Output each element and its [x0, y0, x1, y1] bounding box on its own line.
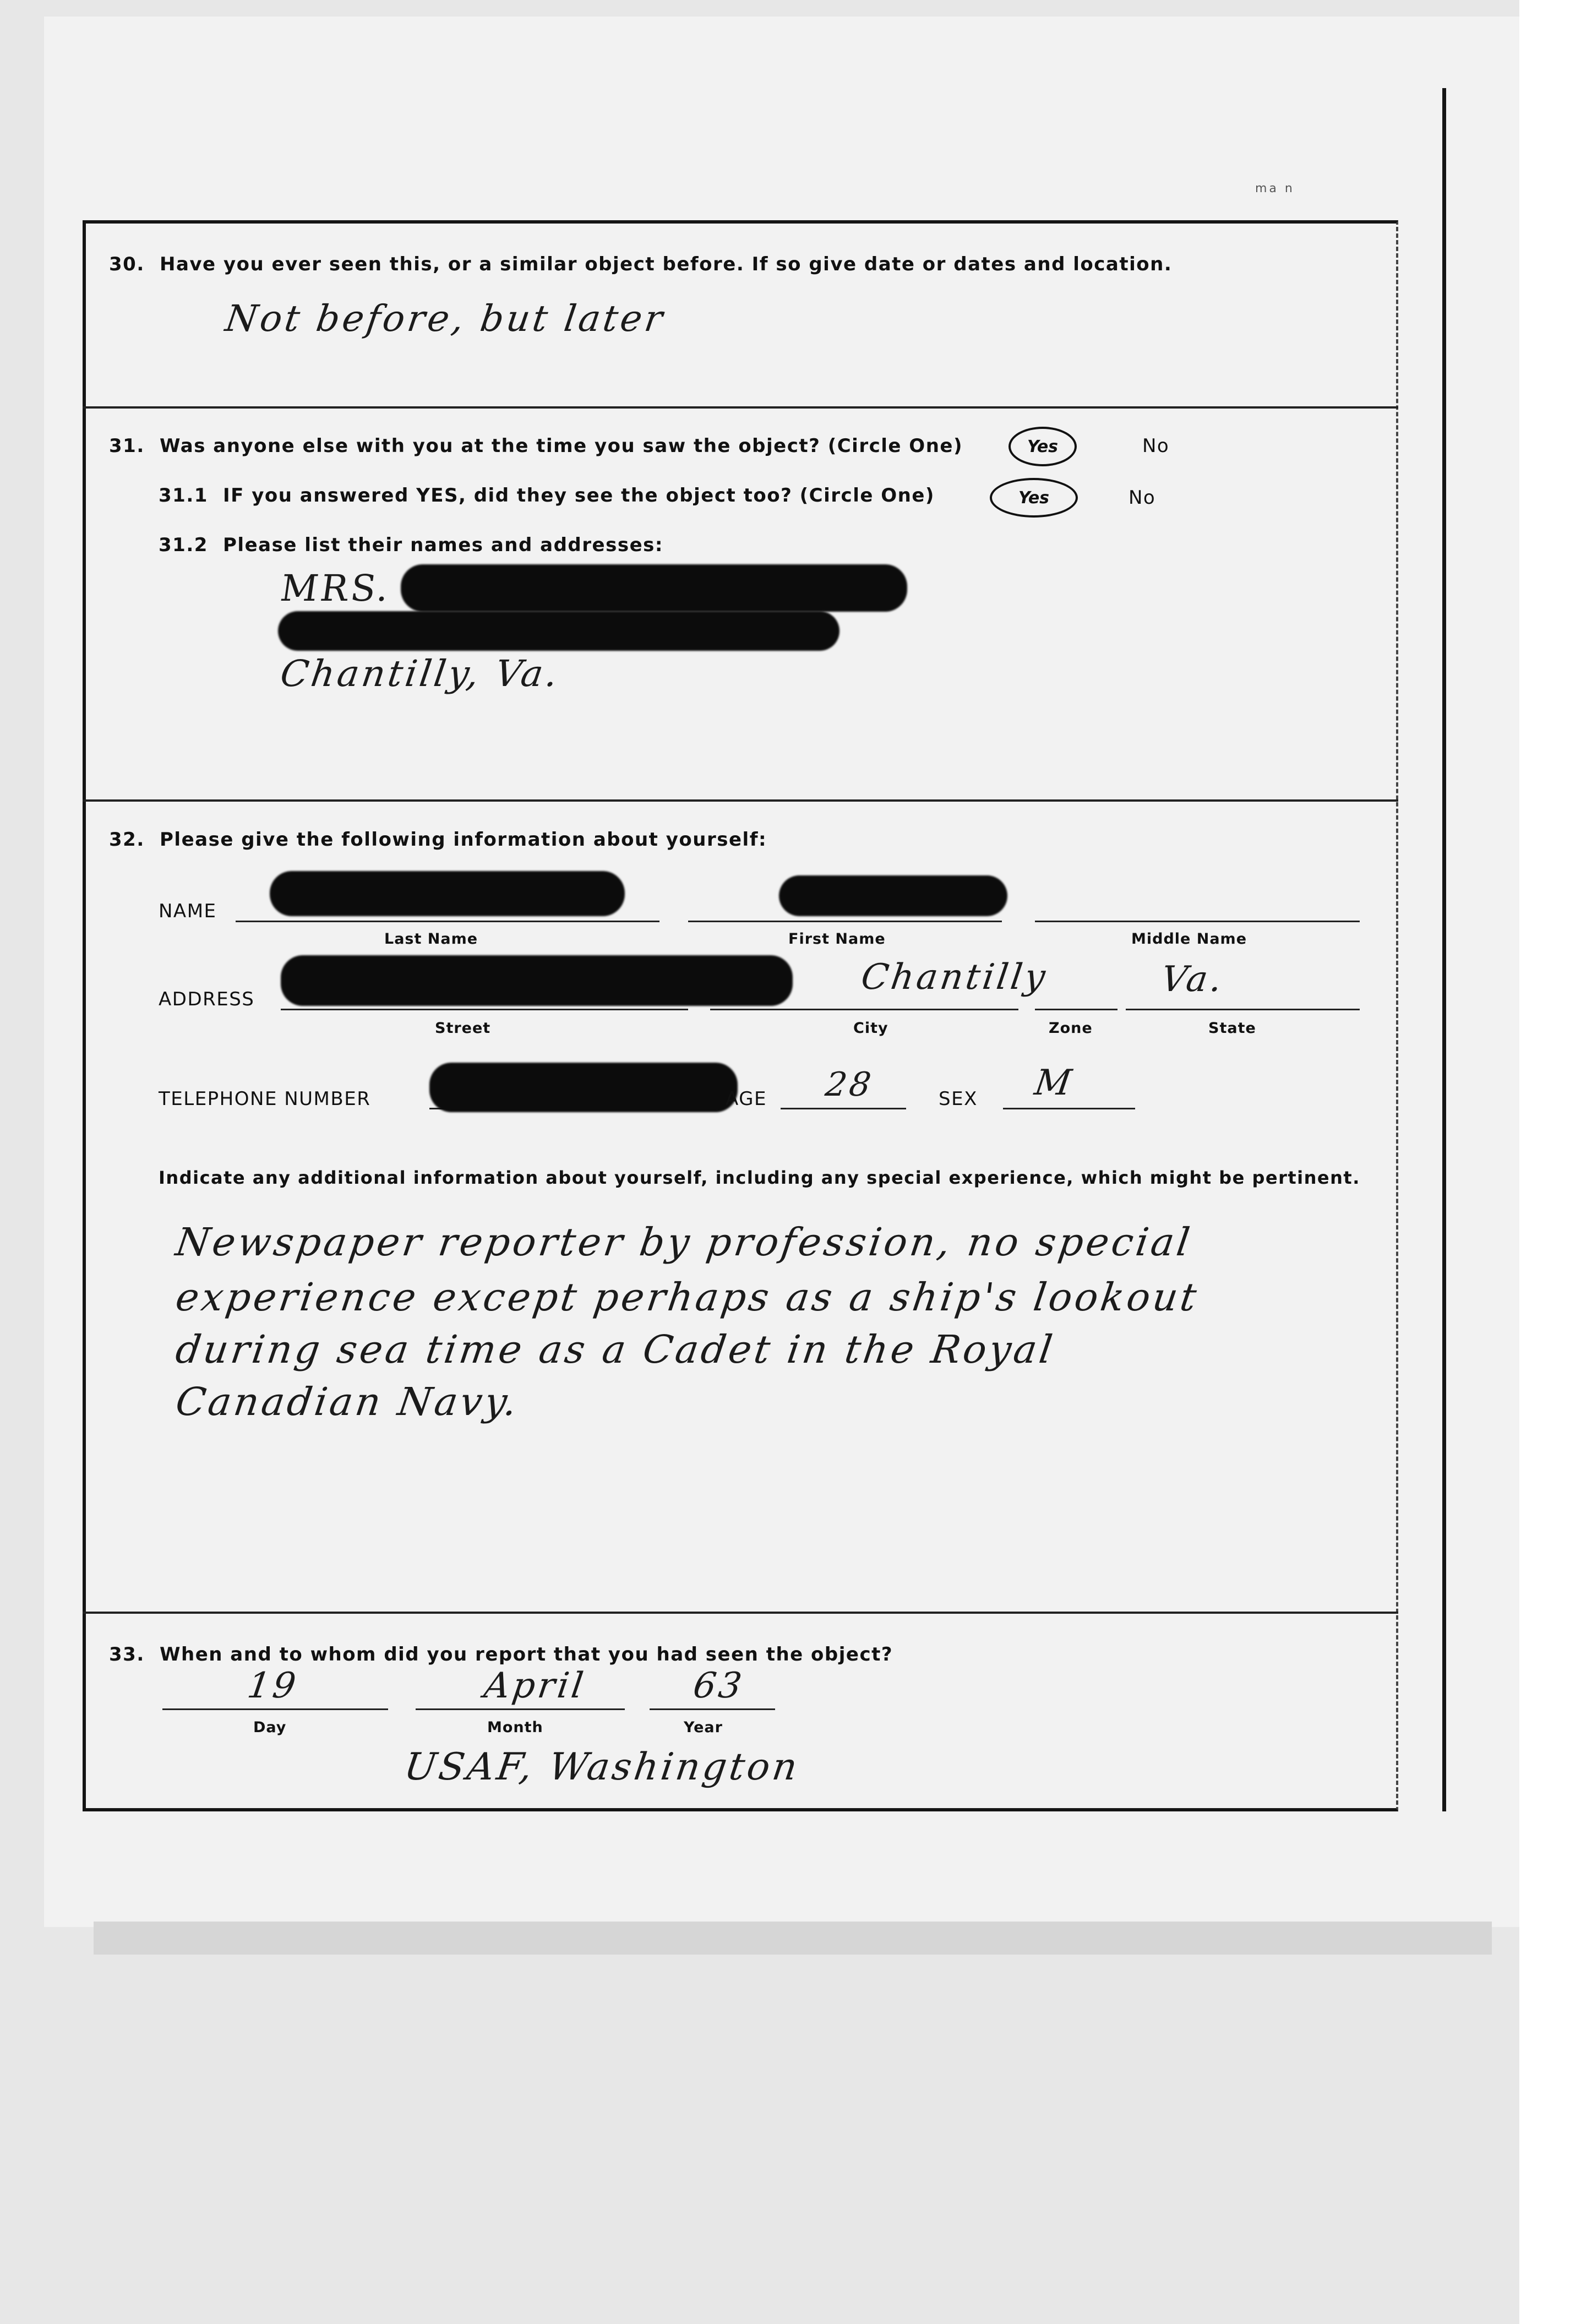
section-divider-30 [83, 406, 1398, 409]
subquestion-number: 31.1 [159, 485, 208, 507]
additional-info-prompt: Indicate any additional information about yourself, including any special experience, which might be pertinent. [159, 1167, 1360, 1188]
subquestion-text: IF you answered YES, did they see the object too? (Circle One) [223, 485, 935, 507]
page-mark: ma n [1255, 182, 1295, 195]
no-option: No [1142, 435, 1170, 457]
state-line [1126, 1009, 1360, 1010]
age-handwriting: 28 [823, 1065, 876, 1104]
middle-name-caption: Middle Name [1131, 930, 1247, 948]
reported-to-handwriting: USAF, Washington [401, 1745, 803, 1789]
month-handwriting: April [481, 1666, 588, 1706]
redaction-mark [779, 875, 1007, 916]
yes-option-circled: Yes [1008, 427, 1077, 466]
redaction-mark [270, 871, 625, 916]
additional-info-line: Newspaper reporter by profession, no special [173, 1220, 1196, 1265]
first-name-line [688, 921, 1002, 922]
month-caption: Month [487, 1719, 543, 1736]
companion-name-handwriting: MRS. [277, 567, 395, 609]
subquestion-number: 31.2 [159, 534, 208, 556]
sex-line [1003, 1108, 1135, 1109]
street-caption: Street [435, 1020, 491, 1037]
question-number: 33. [109, 1643, 145, 1666]
companion-address-handwriting: Chantilly, Va. [277, 652, 563, 695]
sex-handwriting: M [1032, 1063, 1077, 1103]
scan-edge [1519, 0, 1570, 2324]
middle-name-line [1035, 921, 1360, 922]
city-caption: City [853, 1020, 888, 1037]
scan-shadow [94, 1922, 1492, 1955]
no-option: No [1129, 487, 1156, 509]
telephone-label: TELEPHONE NUMBER [159, 1088, 371, 1110]
state-caption: State [1208, 1020, 1256, 1037]
year-caption: Year [684, 1719, 723, 1736]
zone-line [1035, 1009, 1117, 1010]
redaction-mark [281, 955, 793, 1006]
last-name-caption: Last Name [384, 930, 478, 948]
redaction-mark [278, 611, 839, 651]
question-number: 30. [109, 253, 145, 275]
section-divider-31 [83, 799, 1398, 802]
zone-caption: Zone [1049, 1020, 1093, 1037]
question-text: Have you ever seen this, or a similar object before. If so give date or dates and location. [160, 253, 1173, 275]
redaction-mark [429, 1063, 738, 1112]
page-edge-rule [1442, 88, 1446, 1811]
question-text: When and to whom did you report that you had seen the object? [160, 1643, 893, 1666]
day-line [162, 1708, 388, 1710]
question-number: 31. [109, 435, 145, 457]
city-line [710, 1009, 1018, 1010]
yes-option-circled: Yes [990, 478, 1078, 518]
form-box [83, 220, 1398, 1811]
question-number: 32. [109, 829, 145, 851]
sex-label: SEX [939, 1088, 978, 1110]
first-name-caption: First Name [788, 930, 886, 948]
year-line [650, 1708, 775, 1710]
additional-info-line: during sea time as a Cadet in the Royal [173, 1327, 1058, 1372]
additional-info-line: Canadian Navy. [173, 1379, 523, 1424]
section-divider-32 [83, 1612, 1398, 1614]
day-handwriting: 19 [244, 1666, 301, 1706]
month-line [416, 1708, 625, 1710]
additional-info-line: experience except perhaps as a ship's lookout [173, 1275, 1202, 1320]
age-line [781, 1108, 906, 1109]
city-handwriting: Chantilly [858, 957, 1051, 998]
state-handwriting: Va. [1158, 959, 1228, 1000]
subquestion-text: Please list their names and addresses: [223, 534, 663, 556]
day-caption: Day [253, 1719, 287, 1736]
redaction-mark [401, 564, 907, 612]
address-label: ADDRESS [159, 988, 255, 1010]
year-handwriting: 63 [690, 1666, 747, 1706]
age-label: AGE [726, 1088, 767, 1110]
name-label: NAME [159, 900, 217, 922]
question-text: Was anyone else with you at the time you saw the object? (Circle One) [160, 435, 963, 457]
answer-handwriting: Not before, but later [222, 297, 668, 340]
question-text: Please give the following information about yourself: [160, 829, 767, 851]
last-name-line [236, 921, 659, 922]
street-line [281, 1009, 688, 1010]
